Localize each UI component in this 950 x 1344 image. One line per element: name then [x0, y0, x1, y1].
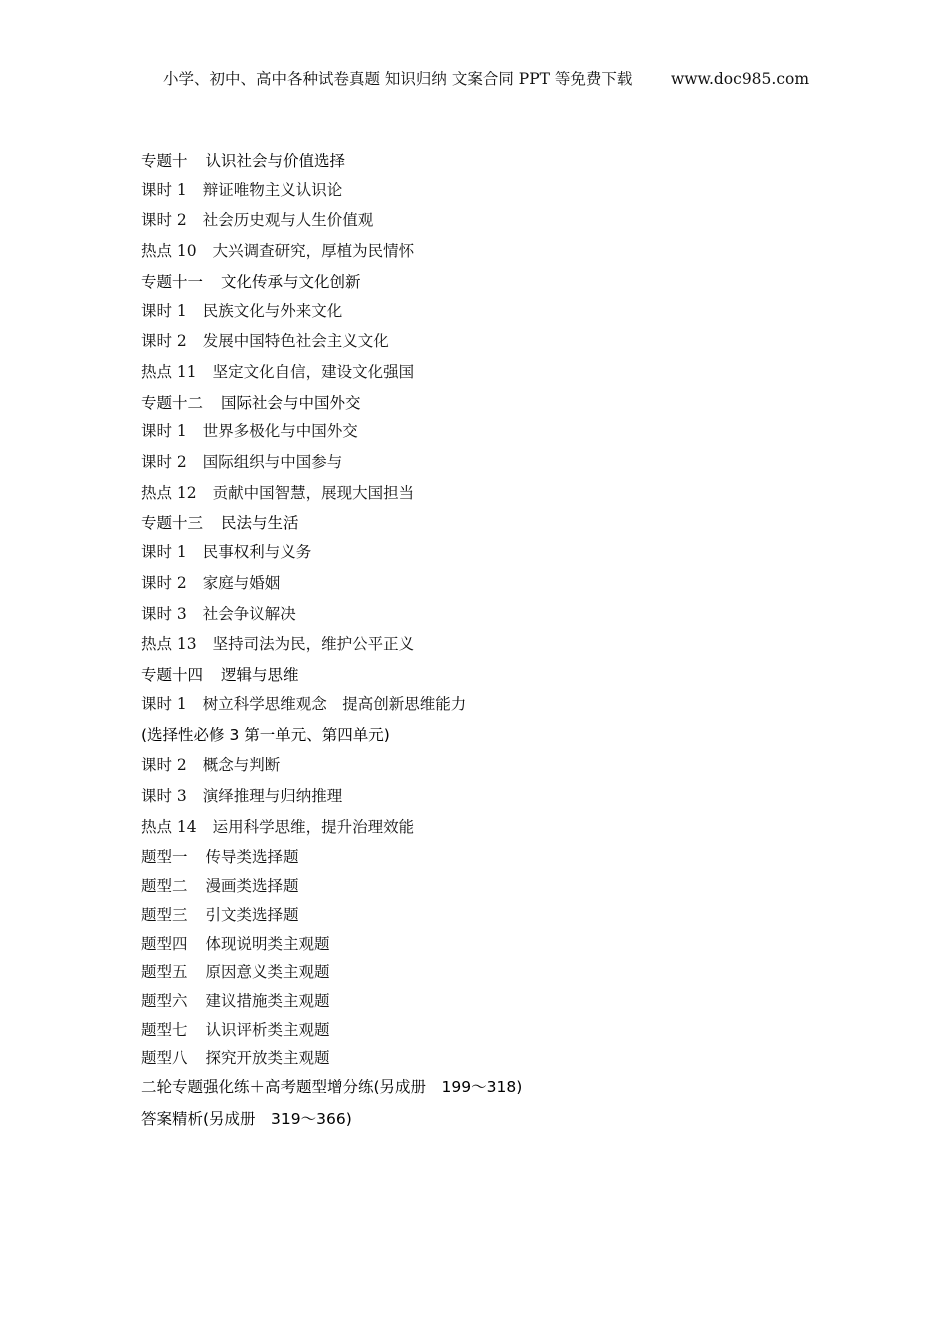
toc-item-title: 逻辑与思维 — [221, 666, 299, 684]
toc-item-label: 专题十 — [141, 152, 188, 170]
toc-item-lesson[interactable] — [141, 451, 342, 473]
toc-item-label: 课时 3 — [141, 787, 187, 805]
toc-item-label: 课时 1 — [141, 422, 187, 440]
toc-item-title: 树立科学思维观念 提高创新思维能力 — [202, 695, 467, 713]
toc-item-extra[interactable] — [141, 1076, 522, 1098]
toc-item-qtype[interactable] — [141, 961, 330, 983]
toc-item-title: 二轮专题强化练＋高考题型增分练(另成册 199～318) — [141, 1078, 523, 1096]
page-header — [0, 68, 950, 90]
toc-item-title: 运用科学思维，提升治理效能 — [212, 818, 415, 836]
toc-item-label: 题型八 — [141, 1049, 188, 1067]
toc-item-extra[interactable] — [141, 1108, 352, 1130]
toc-item-title: 贡献中国智慧，展现大国担当 — [212, 484, 415, 502]
toc-item-label: 热点 10 — [141, 242, 197, 260]
toc-item-title: 辩证唯物主义认识论 — [202, 181, 343, 199]
toc-item-label: 题型二 — [141, 877, 188, 895]
toc-item-title: 概念与判断 — [202, 756, 281, 774]
toc-item-title: 世界多极化与中国外交 — [202, 422, 358, 440]
toc-item-chapter[interactable] — [141, 150, 345, 172]
toc-item-qtype[interactable] — [141, 1047, 330, 1069]
toc-item-label: 课时 1 — [141, 181, 187, 199]
toc-item-title: 大兴调查研究，厚植为民情怀 — [212, 242, 415, 260]
toc-item-title: 答案精析(另成册 319～366) — [141, 1110, 352, 1128]
toc-item-label: 课时 1 — [141, 543, 187, 561]
toc-item-label: 热点 12 — [141, 484, 197, 502]
toc-item-note[interactable] — [141, 724, 390, 746]
toc-item-chapter[interactable] — [141, 392, 361, 414]
toc-item-title: 社会历史观与人生价值观 — [202, 211, 374, 229]
toc-item-hot[interactable] — [141, 482, 414, 504]
toc-item-label: 课时 2 — [141, 574, 187, 592]
toc-item-label: 题型四 — [141, 935, 188, 953]
toc-item-title: 民事权利与义务 — [202, 543, 312, 561]
toc-item-title: 引文类选择题 — [205, 906, 299, 924]
toc-item-label: 课时 3 — [141, 605, 187, 623]
toc-item-qtype[interactable] — [141, 1019, 330, 1041]
toc-item-lesson[interactable] — [141, 541, 311, 563]
toc-item-title: 建议措施类主观题 — [205, 992, 330, 1010]
toc-item-label: 题型一 — [141, 848, 188, 866]
toc-item-title: 体现说明类主观题 — [205, 935, 330, 953]
toc-item-title: (选择性必修 3 第一单元、第四单元) — [141, 726, 390, 744]
toc-item-title: 传导类选择题 — [205, 848, 299, 866]
toc-item-qtype[interactable] — [141, 875, 299, 897]
toc-item-title: 原因意义类主观题 — [205, 963, 330, 981]
toc-item-label: 课时 2 — [141, 756, 187, 774]
toc-item-title: 认识社会与价值选择 — [205, 152, 346, 170]
toc-item-label: 课时 1 — [141, 695, 187, 713]
toc-item-title: 认识评析类主观题 — [205, 1021, 330, 1039]
toc-item-title: 演绎推理与归纳推理 — [202, 787, 343, 805]
toc-item-label: 热点 13 — [141, 635, 197, 653]
toc-item-lesson[interactable] — [141, 179, 342, 201]
toc-item-lesson[interactable] — [141, 300, 342, 322]
toc-item-chapter[interactable] — [141, 512, 299, 534]
toc-item-lesson[interactable] — [141, 209, 373, 231]
toc-item-label: 专题十一 — [141, 273, 204, 291]
toc-item-lesson[interactable] — [141, 330, 389, 352]
toc-item-title: 家庭与婚姻 — [202, 574, 281, 592]
toc-item-title: 国际组织与中国参与 — [202, 453, 343, 471]
toc-item-label: 题型七 — [141, 1021, 188, 1039]
toc-item-label: 专题十四 — [141, 666, 204, 684]
header-url[interactable]: www.doc985.com — [671, 70, 810, 88]
toc-item-label: 专题十三 — [141, 514, 204, 532]
toc-item-hot[interactable] — [141, 633, 414, 655]
toc-item-title: 民法与生活 — [221, 514, 299, 532]
toc-item-label: 专题十二 — [141, 394, 204, 412]
toc-item-label: 课时 2 — [141, 332, 187, 350]
toc-item-label: 课时 2 — [141, 211, 187, 229]
toc-item-title: 坚定文化自信，建设文化强国 — [212, 363, 415, 381]
toc-item-chapter[interactable] — [141, 271, 361, 293]
toc-item-title: 民族文化与外来文化 — [202, 302, 343, 320]
toc-item-qtype[interactable] — [141, 846, 299, 868]
toc-item-hot[interactable] — [141, 240, 414, 262]
toc-item-chapter[interactable] — [141, 664, 299, 686]
toc-item-label: 课时 2 — [141, 453, 187, 471]
toc-item-title: 漫画类选择题 — [205, 877, 299, 895]
toc-item-label: 题型五 — [141, 963, 188, 981]
toc-item-title: 社会争议解决 — [202, 605, 296, 623]
toc-item-hot[interactable] — [141, 816, 414, 838]
toc-item-qtype[interactable] — [141, 904, 299, 926]
toc-item-title: 发展中国特色社会主义文化 — [202, 332, 389, 350]
toc-item-label: 热点 14 — [141, 818, 197, 836]
header-text: 小学、初中、高中各种试卷真题 知识归纳 文案合同 PPT 等免费下载 — [163, 70, 633, 88]
toc-item-lesson[interactable] — [141, 420, 358, 442]
toc-item-title: 探究开放类主观题 — [205, 1049, 330, 1067]
toc-item-lesson[interactable] — [141, 693, 466, 715]
toc-item-title: 文化传承与文化创新 — [221, 273, 361, 291]
toc-item-title: 国际社会与中国外交 — [221, 394, 361, 412]
toc-item-title: 坚持司法为民，维护公平正义 — [212, 635, 415, 653]
toc-item-lesson[interactable] — [141, 603, 296, 625]
toc-item-lesson[interactable] — [141, 754, 280, 776]
toc-item-label: 题型六 — [141, 992, 188, 1010]
toc-item-label: 热点 11 — [141, 363, 197, 381]
toc-item-label: 课时 1 — [141, 302, 187, 320]
toc-item-lesson[interactable] — [141, 785, 342, 807]
toc-item-lesson[interactable] — [141, 572, 280, 594]
toc-item-qtype[interactable] — [141, 990, 330, 1012]
toc-item-label: 题型三 — [141, 906, 188, 924]
toc-item-hot[interactable] — [141, 361, 414, 383]
toc-item-qtype[interactable] — [141, 933, 330, 955]
